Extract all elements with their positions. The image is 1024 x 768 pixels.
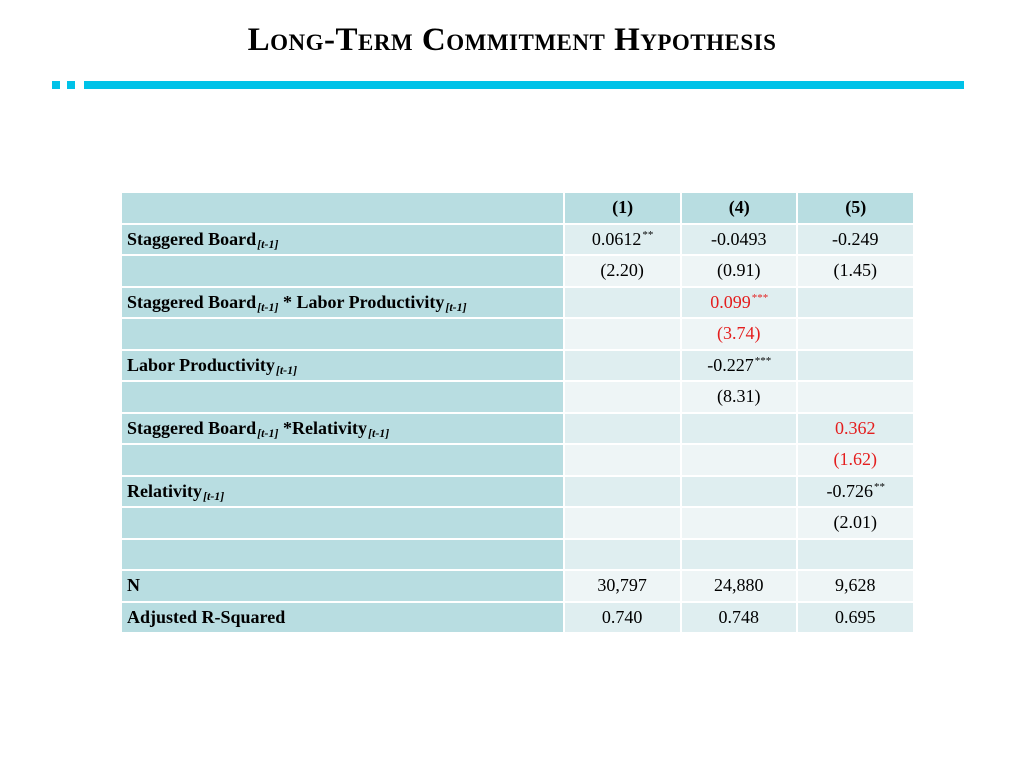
coefficient-cell — [681, 539, 798, 571]
significance-stars: *** — [751, 291, 769, 304]
table-row — [121, 350, 914, 382]
row-label — [121, 224, 564, 256]
coefficient-cell — [681, 350, 798, 382]
coefficient-cell — [564, 287, 681, 319]
subscript-lag: [t-1] — [367, 425, 390, 440]
subscript-lag: [t-1] — [257, 425, 279, 440]
table-row — [121, 602, 914, 634]
row-label-text: N — [127, 575, 140, 596]
significance-stars: ** — [873, 480, 885, 493]
coefficient-cell — [564, 602, 681, 634]
coefficient-cell — [564, 255, 681, 287]
coefficient-cell — [681, 255, 798, 287]
cell-value: (1.45) — [833, 260, 877, 281]
significance-stars: *** — [754, 354, 772, 367]
column-header: (5) — [797, 192, 914, 224]
table-row — [121, 444, 914, 476]
subscript-lag: [t-1] — [275, 362, 298, 377]
slide-title: Long-Term Commitment Hypothesis — [247, 22, 777, 58]
coefficient-cell — [681, 444, 798, 476]
cell-value: (2.20) — [600, 260, 644, 281]
column-header: (1) — [564, 192, 681, 224]
coefficient-cell — [564, 444, 681, 476]
coefficient-cell — [564, 476, 681, 508]
coefficient-cell — [681, 570, 798, 602]
table-row — [121, 381, 914, 413]
cell-value: 0.695 — [834, 606, 876, 627]
table-row — [121, 318, 914, 350]
coefficient-cell — [797, 224, 914, 256]
coefficient-cell — [564, 224, 681, 256]
coefficient-cell — [681, 318, 798, 350]
coefficient-cell — [797, 318, 914, 350]
coefficient-cell — [681, 507, 798, 539]
coefficient-cell — [797, 539, 914, 571]
subscript-lag: [t-1] — [257, 236, 279, 251]
coefficient-cell — [681, 476, 798, 508]
cell-value: -0.249 — [831, 228, 879, 249]
cell-value: 24,880 — [713, 575, 764, 596]
coefficient-cell — [797, 255, 914, 287]
coefficient-cell — [797, 570, 914, 602]
row-label-text: Staggered Board — [127, 291, 257, 312]
row-label — [121, 507, 564, 539]
row-label-text: Staggered Board — [127, 228, 257, 249]
cell-value: (3.74) — [716, 323, 761, 344]
coefficient-cell — [564, 413, 681, 445]
significance-stars: ** — [642, 228, 654, 241]
cell-value: 0.099 — [710, 291, 751, 312]
coefficient-cell — [564, 381, 681, 413]
row-label — [121, 602, 564, 634]
regression-table — [120, 191, 915, 634]
table-row — [121, 413, 914, 445]
row-label — [121, 413, 564, 445]
coefficient-cell — [797, 476, 914, 508]
row-label — [121, 476, 564, 508]
row-label-interaction: * Labor Productivity — [278, 291, 445, 312]
coefficient-cell — [797, 350, 914, 382]
cell-value: (1.62) — [833, 449, 877, 470]
cell-value: 0.748 — [718, 606, 759, 627]
cell-value: 0.0612 — [591, 228, 642, 249]
table-row — [121, 570, 914, 602]
table-row — [121, 507, 914, 539]
coefficient-cell — [797, 287, 914, 319]
accent-line — [84, 81, 964, 89]
coefficient-cell — [797, 444, 914, 476]
coefficient-cell — [681, 602, 798, 634]
cell-value: 0.740 — [601, 606, 643, 627]
table-body — [121, 224, 914, 634]
coefficient-cell — [797, 507, 914, 539]
coefficient-cell — [797, 381, 914, 413]
coefficient-cell — [564, 539, 681, 571]
row-label — [121, 539, 564, 571]
table-header-row — [121, 192, 914, 224]
cell-value: -0.227 — [707, 354, 754, 375]
row-label — [121, 318, 564, 350]
cell-value: 0.362 — [834, 417, 876, 438]
coefficient-cell — [564, 570, 681, 602]
table-row — [121, 224, 914, 256]
accent-square — [67, 81, 75, 89]
accent-square — [52, 81, 60, 89]
row-label — [121, 444, 564, 476]
header-empty-cell — [121, 192, 564, 224]
row-label-text: Labor Productivity — [127, 354, 275, 375]
row-label — [121, 255, 564, 287]
table-row — [121, 287, 914, 319]
row-label — [121, 287, 564, 319]
title-accent-bar — [52, 81, 964, 89]
coefficient-cell — [797, 602, 914, 634]
column-header: (4) — [681, 192, 798, 224]
table-row — [121, 476, 914, 508]
cell-value: (8.31) — [716, 386, 761, 407]
row-label-text: Staggered Board — [127, 417, 257, 438]
coefficient-cell — [681, 287, 798, 319]
cell-value: 9,628 — [834, 575, 876, 596]
coefficient-cell — [681, 224, 798, 256]
row-label — [121, 381, 564, 413]
coefficient-cell — [564, 318, 681, 350]
cell-value: 30,797 — [597, 575, 647, 596]
table-row — [121, 539, 914, 571]
coefficient-cell — [681, 413, 798, 445]
row-label-text: Relativity — [127, 480, 202, 501]
cell-value: -0.726 — [826, 480, 873, 501]
coefficient-cell — [564, 507, 681, 539]
cell-value: (0.91) — [716, 260, 761, 281]
coefficient-cell — [564, 350, 681, 382]
subscript-lag: [t-1] — [445, 299, 467, 314]
cell-value: -0.0493 — [710, 228, 767, 249]
row-label-interaction: *Relativity — [278, 417, 367, 438]
row-label-text: Adjusted R-Squared — [127, 606, 286, 627]
row-label — [121, 350, 564, 382]
subscript-lag: [t-1] — [202, 488, 225, 503]
table-row — [121, 255, 914, 287]
subscript-lag: [t-1] — [257, 299, 279, 314]
coefficient-cell — [797, 413, 914, 445]
row-label — [121, 570, 564, 602]
coefficient-cell — [681, 381, 798, 413]
cell-value: (2.01) — [833, 512, 877, 533]
